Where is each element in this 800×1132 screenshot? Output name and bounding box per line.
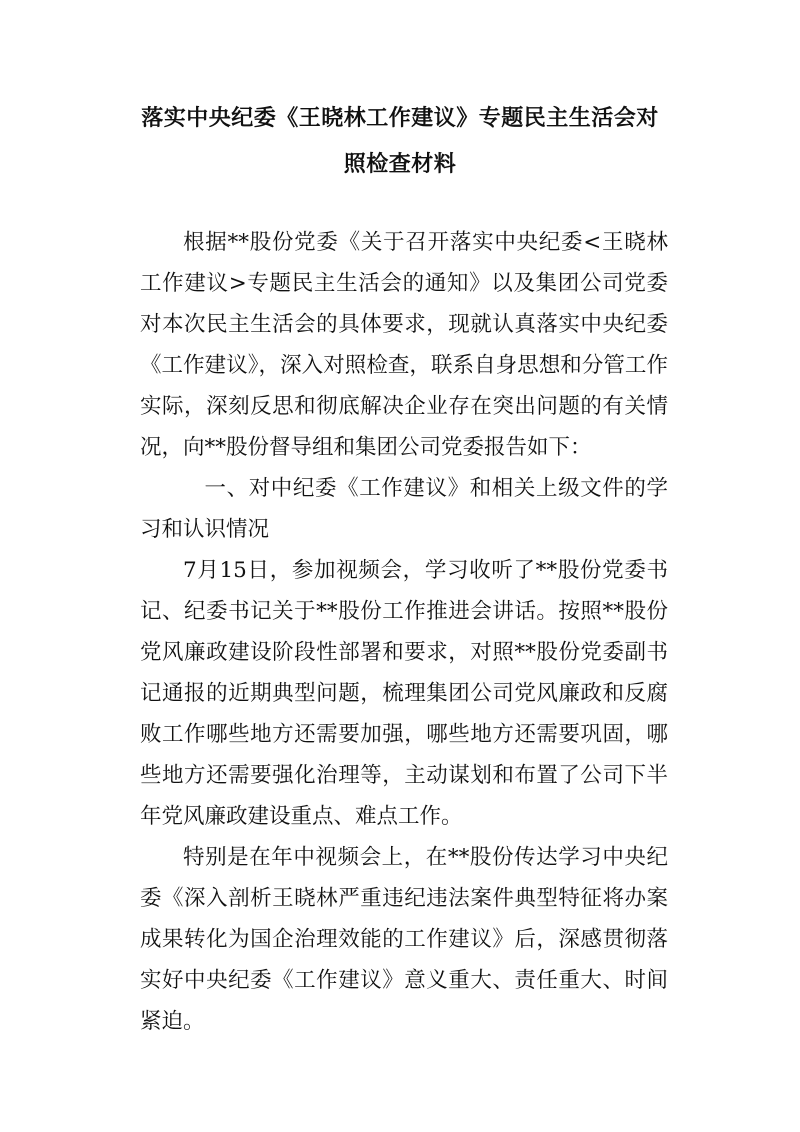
section-heading-1: 一、对中纪委《工作建议》和相关上级文件的学习和认识情况 [140,476,668,542]
document-body [140,222,668,1042]
body-paragraph-2: 特别是在年中视频会上，在**股份传达学习中央纪委《深入剖析王晓林严重违纪违法案件典型特征将办案成果转化为国企治理效能的工作建议》后，深感贯彻落实好中央纪委《工作建议》意义重大、责任重大、时间紧迫。 [140,845,668,1034]
intro-paragraph: 根据**股份党委《关于召开落实中央纪委<王晓林工作建议>专题民主生活会的通知》以及集团公司党委对本次民主生活会的具体要求，现就认真落实中央纪委《工作建议》，深入对照检查，联系自身思想和分管工作实际，深刻反思和彻底解决企业存在突出问题的有关情况，向**股份督导组和集团公司党委报告如下： [140,230,668,460]
document-title: 落实中央纪委《王晓林工作建议》专题民主生活会对照检查材料 [141,106,659,177]
body-paragraph-1: 7月15日，参加视频会，学习收听了**股份党委书记、纪委书记关于**股份工作推进会讲话。按照**股份党风廉政建设阶段性部署和要求，对照**股份党委副书记通报的近期典型问题，梳理集团公司党风廉政和反腐败工作哪些地方还需要加强，哪些地方还需要巩固，哪些地方还需要强化治理等，主动谋划和布置了公司下半年党风廉政建设重点、难点工作。 [140,558,668,829]
